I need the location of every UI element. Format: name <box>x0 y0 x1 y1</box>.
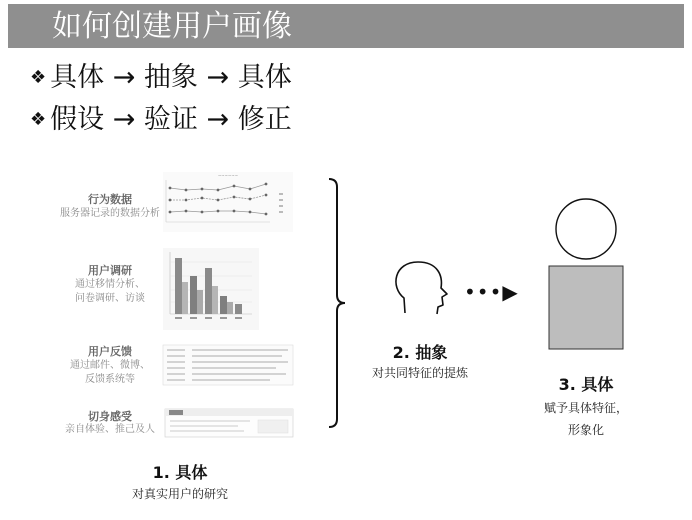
bar-chart-thumbnail <box>163 248 259 330</box>
row-title-behavior: 行为数据 <box>88 193 132 206</box>
webpage-thumbnail <box>165 409 293 437</box>
persona-body <box>549 266 623 349</box>
step-1-title: 1. 具体 <box>152 463 208 482</box>
row-sub-experience: 亲自体验、推己及人 <box>65 424 155 435</box>
row-title-experience: 切身感受 <box>88 410 132 423</box>
row-sub-survey-1: 通过移情分析、 <box>75 279 145 290</box>
line-chart-thumbnail <box>163 172 293 232</box>
feedback-table-thumbnail <box>163 345 293 385</box>
bullet-1-text: 具体 → 抽象 → 具体 <box>50 62 292 93</box>
page-title: 如何创建用户画像 <box>52 9 292 44</box>
row-sub-survey-2: 问卷调研、访谈 <box>75 293 145 304</box>
row-title-feedback: 用户反馈 <box>88 345 132 358</box>
row-sub-behavior: 服务器记录的数据分析 <box>60 208 160 219</box>
step-3-subtitle-1: 赋予具体特征， <box>543 401 628 415</box>
row-sub-feedback-2: 反馈系统等 <box>85 374 135 385</box>
svg-text:~~~~~~: ~~~~~~ <box>217 173 239 178</box>
head-profile-icon <box>396 262 447 314</box>
row-sub-feedback-1: 通过邮件、微博、 <box>70 360 150 371</box>
step-3-title: 3. 具体 <box>558 375 614 394</box>
right-brace <box>329 179 345 427</box>
bullet-2-text: 假设 → 验证 → 修正 <box>50 104 292 135</box>
dots-arrow-icon: •••▶ <box>464 280 519 304</box>
diamond-bullet-icon: ❖ <box>30 109 47 130</box>
step-3-subtitle-2: 形象化 <box>567 423 604 437</box>
step-2-subtitle: 对共同特征的提炼 <box>371 366 468 380</box>
row-title-survey: 用户调研 <box>88 264 132 277</box>
step-2-title: 2. 抽象 <box>392 343 448 362</box>
step-1-subtitle: 对真实用户的研究 <box>131 487 228 501</box>
persona-head <box>556 199 616 259</box>
diamond-bullet-icon: ❖ <box>30 67 47 88</box>
